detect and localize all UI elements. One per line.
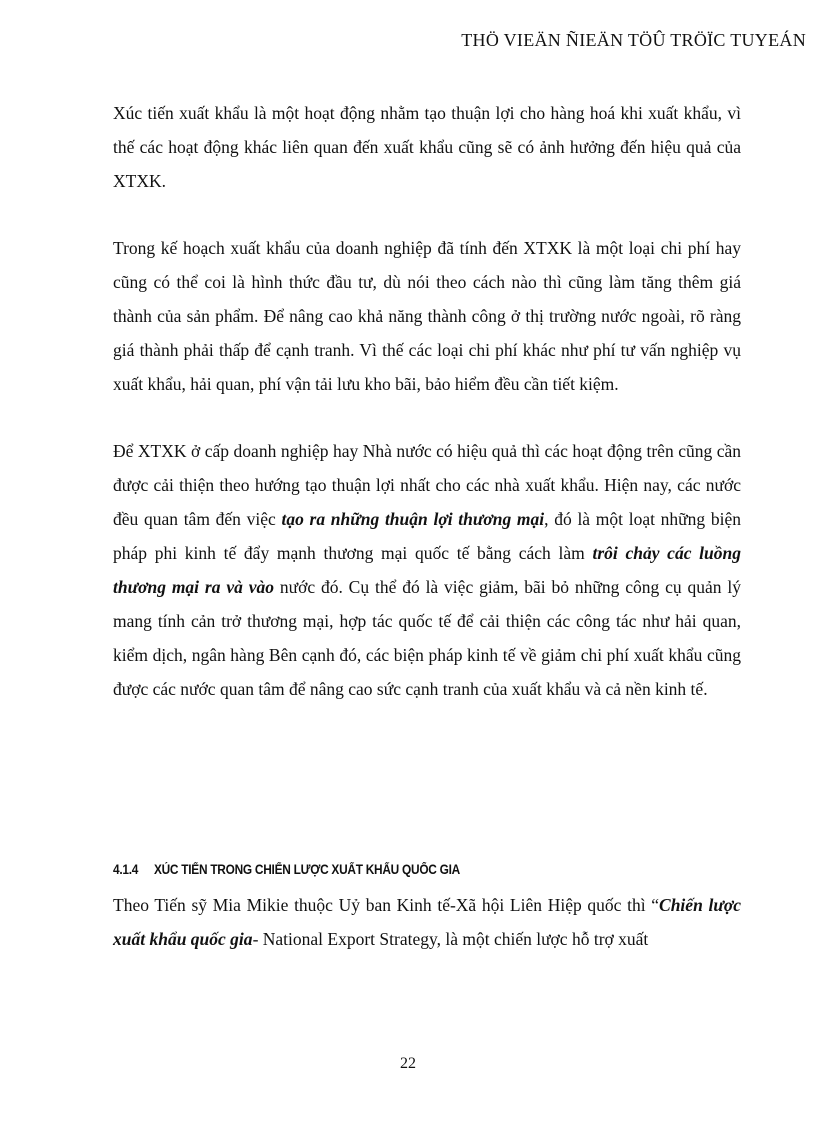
page-number: 22 — [400, 1055, 416, 1072]
emphasis-national-export-strategy: Chiến lược xuất khẩu quốc gia — [113, 895, 741, 949]
paragraph-3-text-c: nước đó. Cụ thể đó là việc giảm, bãi bỏ những công cụ quản lý mang tính cản trở thương mại, hợp tác quốc tế để cải thiện các công tác như hải quan, kiểm dịch, ngân hàng Bên cạnh đó, các biện pháp kinh tế về giảm chi phí xuất khẩu cũng được các nước quan tâm để nâng cao sức cạnh tranh của xuất khẩu và cả nền kinh tế. — [113, 577, 741, 699]
paragraph-1: Xúc tiến xuất khẩu là một hoạt động nhằm tạo thuận lợi cho hàng hoá khi xuất khẩu, vì thế các hoạt động khác liên quan đến xuất khẩu cũng sẽ có ảnh hưởng đến hiệu quả của XTXK. — [113, 103, 741, 191]
section-text-b: - National Export Strategy, là một chiến lược hỗ trợ xuất — [252, 929, 649, 949]
paragraph-3-text-a: Để XTXK ở cấp doanh nghiệp hay Nhà nước có hiệu quả thì các hoạt động trên cũng cần được cải thiện theo hướng tạo thuận lợi nhất cho các nhà xuất khẩu. Hiện nay, các nước đều quan tâm đến việc — [113, 441, 741, 529]
emphasis-trade-flows: trôi chảy các luồng thương mại ra và vào — [113, 543, 741, 597]
paragraph-3-text-b: , đó là một loạt những biện pháp phi kinh tế đẩy mạnh thương mại quốc tế bằng cách làm — [113, 509, 741, 563]
paragraph-3 — [113, 434, 741, 706]
page-header-title: THÖ VIEÄN ÑIEÄN TÖÛ TRÖÏC TUYEÁN — [461, 30, 806, 50]
emphasis-trade-facilitation: tạo ra những thuận lợi thương mại — [281, 509, 545, 529]
section-number: 4.1.4 — [113, 862, 139, 877]
section-paragraph — [113, 888, 741, 956]
section-text-a: Theo Tiến sỹ Mia Mikie thuộc Uỷ ban Kinh tế-Xã hội Liên Hiệp quốc thì “ — [113, 895, 660, 915]
section-heading — [113, 862, 460, 877]
section-title: XÚC TIẾN TRONG CHIẾN LƯỢC XUẤT KHẨU QUỐC GIA — [153, 862, 460, 877]
paragraph-2: Trong kế hoạch xuất khẩu của doanh nghiệp đã tính đến XTXK là một loại chi phí hay cũng có thể coi là hình thức đầu tư, dù nói theo cách nào thì cũng làm tăng thêm giá thành của sản phẩm. Để nâng cao khả năng thành công ở thị trường nước ngoài, rõ ràng giá thành phải thấp để cạnh tranh. Vì thế các loại chi phí khác như phí tư vấn nghiệp vụ xuất khẩu, hải quan, phí vận tải lưu kho bãi, bảo hiểm đều cần tiết kiệm. — [113, 238, 741, 394]
body-text — [113, 96, 741, 706]
section-body — [113, 888, 741, 956]
